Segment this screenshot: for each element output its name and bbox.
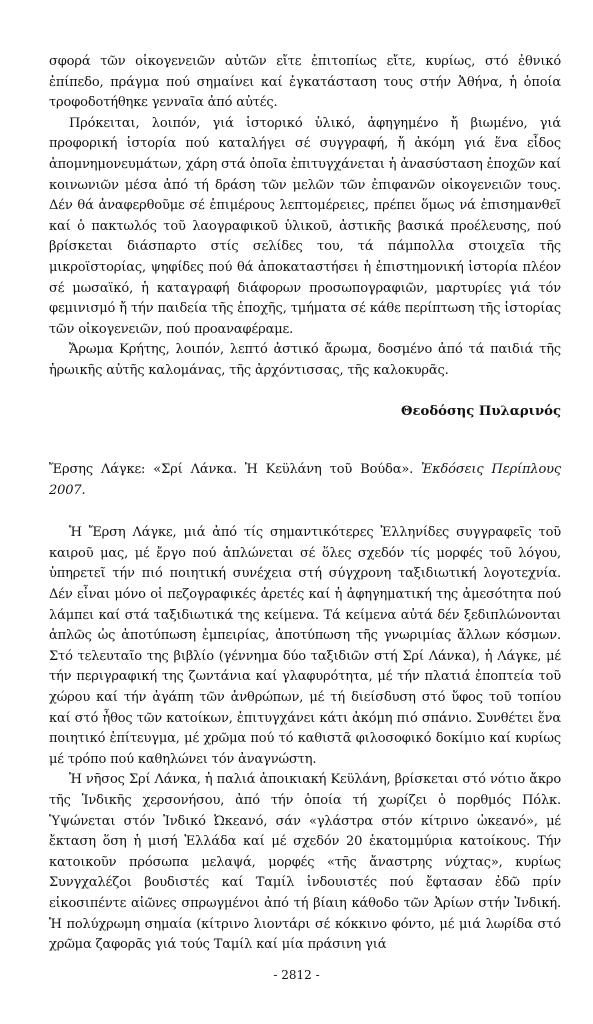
paragraph-continuation: σφορά τῶν οἰκογενειῶν αὐτῶν εἴτε ἐπιτοπίως εἴτε, κυρίως, στό ἐθνικό ἐπίπεδο, πράγμα πού σημαίνει καί ἐγκατάσταση τους στήν Ἀθήνα, ἡ ὁποία τροφοδοτήθηκε γενναῖα ἀπό αὐτές. [49, 54, 561, 111]
page-number: - 2812 - [273, 968, 320, 982]
paragraph-sri-lanka: Ἡ νῆσος Σρί Λάνκα, ἡ παλιά ἀποικιακή Κεϋλάνη, βρίσκεται στό νότιο ἄκρο τῆς Ἰνδικῆς χερσονήσου, ἀπό τήν ὁποία τή χωρίζει ὁ πορθμός Πόλκ. Ὑψώνεται στόν Ἰνδικό Ὠκεανό, σάν «γλάστρα στόν κίτρινο ὠκεανό», μέ ἔκταση ὅση ἡ μισή Ἑλλάδα καί μέ σχεδόν 20 ἑκατομμύρια κατοίκους. Τήν κατοικοῦν πρόσωπα μελαψά, μορφές «τῆς ἄναστρης νύχτας», κυρίως Συνγχαλέζοι βουδιστές καί Ταμίλ ἰνδουιστές πού ἔφτασαν ἐδῶ πρίν εἰκοσιπέντε αἰῶνες σπρωγμένοι ἀπό τή βίαιη κάθοδο τῶν Ἀρίων στήν Ἰνδική. Ἡ πολύχρωμη σημαία (κίτρινο λιοντάρι σέ κόκκινο φόντο, μέ μιά λωρίδα στό χρῶμα ζαφορᾶς γιά τούς Ταμίλ καί μία πράσινη γιά [49, 772, 561, 953]
review-heading [49, 460, 561, 501]
paragraph-historical-material: Πρόκειται, λοιπόν, γιά ἱστορικό ὑλικό, ἀφηγημένο ἤ βιωμένο, γιά προφορική ἱστορία πού καταλήγει σέ συγγραφή, ἤ ἀκόμη γιά ἕνα εἶδος ἀπομνημονευμάτων, χάρη στά ὁποῖα ἐπιτυγχάνεται ἡ ἀνασύσταση ἐποχῶν καί κοινωνιῶν μέσα ἀπό τή δράση τῶν μελῶν τῶν ἐπιφανῶν οἰκογενειῶν τους. Δέν θά ἀναφερθοῦμε σέ ἐπιμέρους λεπτομέρειες, πρέπει ὅμως νά ἐπισημανθεῖ καί ὁ πακτωλός τοῦ λαογραφικοῦ ὑλικοῦ, ἀστικῆς βασικά προέλευσης, πού βρίσκεται διάσπαρτο στίς σελίδες του, τά πάμπολλα στοιχεῖα τῆς μικροϊστορίας, ψηφίδες πού θά ἀποκαταστήσει ἡ ἐπιστημονική ἱστορία πλέον σέ μωσαϊκό, ἡ καταγραφή διάφορων προσωπογραφιῶν, μαρτυρίες γιά τόν φεμινισμό ἤ τήν παιδεία τῆς ἐποχῆς, τμήματα σέ κάθε περίπτωση τῆς ἱστορίας τῶν οἰκογενειῶν, πού προαναφέραμε. [49, 115, 561, 337]
paragraph-review-intro: Ἡ Ἔρση Λάγκε, μιά ἀπό τίς σημαντικότερες Ἑλληνίδες συγγραφεῖς τοῦ καιροῦ μας, μέ ἔργο πού ἁπλώνεται σέ ὅλες σχεδόν τίς μορφές τοῦ λόγου, ὑπηρετεῖ τήν πιό ποιητική συνέχεια στή σύγχρονη ταξιδιωτική λογοτεχνία. Δέν εἶναι μόνο οἱ πεζογραφικές ἀρετές καί ἡ ἀφηγηματική της ἀμεσότητα πού λάμπει καί στά ταξιδιωτικά της κείμενα. Τά κείμενα αὐτά δέν ξεδιπλώνονται ἁπλῶς ὡς ἀποτύπωση ἐμπειρίας, ἀποτύπωση τῆς γνωριμίας ἄλλων κόσμων. Στό τελευταῖο της βιβλίο (γέννημα δύο ταξιδιῶν στή Σρί Λάνκα), ἡ Λάγκε, μέ τήν περιγραφική της ζωντάνια καί γλαφυρότητα, μέ τήν πλατιά ἐποπτεία τοῦ χώρου καί τήν ἀγάπη τῶν ἀνθρώπων, μέ τή διείσδυση στό ὕφος τοῦ τοπίου καί στό ἦθος τῶν κατοίκων, ἐπιτυγχάνει κάτι ἀκόμη πιό σπάνιο. Συνθέτει ἕνα ποιητικό ἐπίτευγμα, μέ χρῶμα πού τό καθιστᾶ φιλοσοφικό δοκίμιο καί κυρίως μέ τρόπο πού καθηλώνει τόν ἀναγνώστη. [49, 525, 561, 767]
author-signature: Θεοδόσης Πυλαρινός [401, 403, 561, 419]
paragraph-crete-aroma: Ἄρωμα Κρήτης, λοιπόν, λεπτό ἀστικό ἄρωμα, δοσμένο ἀπό τά παιδιά τῆς ἡρωικῆς αὐτῆς καλομάνας, τῆς ἀρχόντισσας, τῆς καλοκυρᾶς. [49, 342, 561, 378]
review-title: Ἔρσης Λάγκε: «Σρί Λάνκα. Ἡ Κεϋλάνη τοῦ Βούδα». [49, 462, 414, 478]
review-publisher: Ἐκδόσεις Περίπλους 2007. [49, 462, 561, 498]
page-body [49, 52, 561, 956]
